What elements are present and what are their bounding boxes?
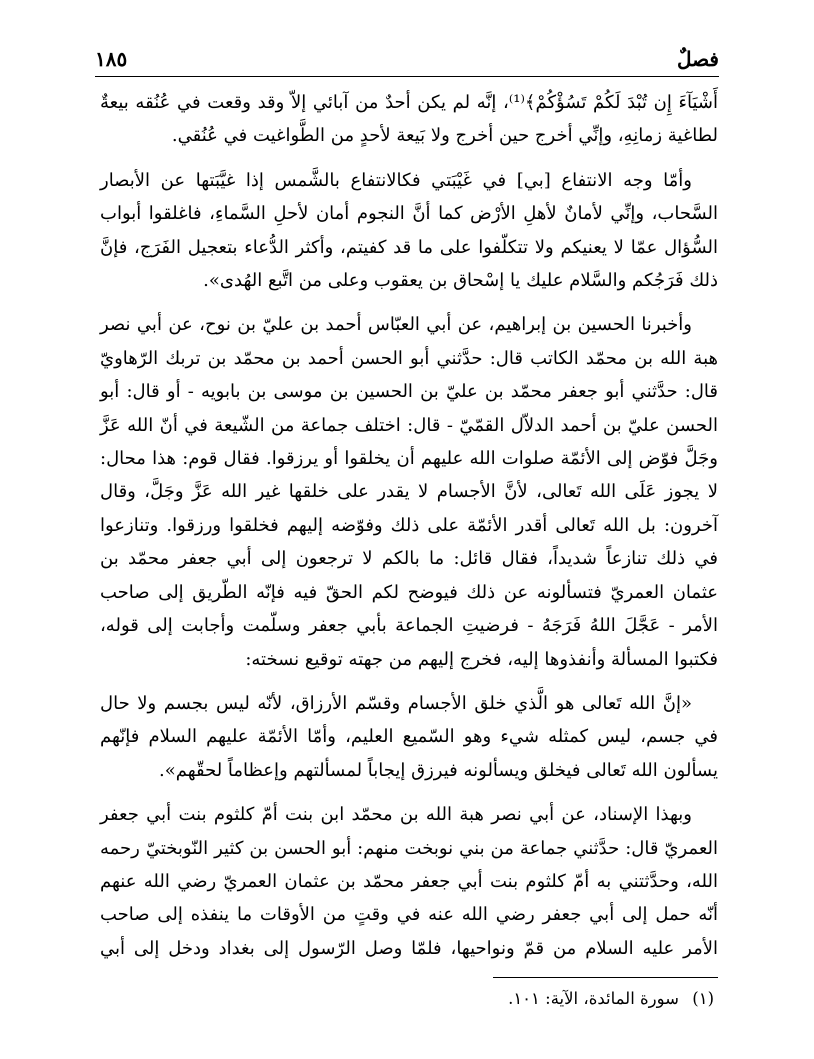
paragraph: وأخبرنا الحسين بن إبراهيم، عن أبي العبّاس أحمد بن عليّ بن نوح، عن أبي نصر هبة الله بن محمّد الكاتب قال: حدَّثني أبو الحسن أحمد بن محمّد بن تربك الرّهاويّ قال: حدَّثني أبو جعفر محمّد بن عليّ بن الحسين بن موسى بن بابويه - أو قال: أبو الحسن عليّ بن أحمد الدلاّل القمّيّ - قال: اختلف جماعة من الشّيعة في أنّ الله عَزَّ وجَلَّ فوّض إلى الأئمّة صلوات الله عليهم أن يخلقوا أو يرزقوا. فقال قوم: هذا محال: لا يجوز عَلَى الله تَعالى، لأنَّ الأجسام لا يقدر على خلقها غير الله عَزَّ وجَلَّ، وقال آخرون: بل الله تَعالى أقدر الأئمّة على ذلك وفوّضه إليهم فخلقوا ورزقوا. وتنازعوا في ذلك تنازعاً شديداً، فقال قائل: ما بالكم لا ترجعون إلى أبي جعفر محمّد بن عثمان العمريّ فتسألونه عن ذلك فيوضح لكم الحقّ فيه فإنّه الطّريق إلى صاحب الأمر - عَجَّلَ اللهُ فَرَجَهُ - فرضيتِ الجماعة بأبي جعفر وسلّمت وأجابت إلى قوله، فكتبوا المسألة وأنفذوها إليه، فخرج إليهم من جهته توقيع نسخته: [100,314,718,670]
page-body [100,86,718,976]
footnote-text: سورة المائدة، الآية: ١٠١. [508,989,679,1008]
paragraph: وبهذا الإسناد، عن أبي نصر هبة الله بن محمّد ابن بنت أمّ كلثوم بنت أبي جعفر العمريّ قال: حدَّثني جماعة من بني نوبخت منهم: أبو الحسن بن كثير النّوبختيّ رحمه الله، وحدَّثتني به أمّ كلثوم بنت أبي جعفر محمّد بن عثمان العمريّ رضي الله عنهم أنّه حمل إلى أبي جعفر رضي الله عنه في وقتٍ من الأوقات ما ينفذه إلى صاحب الأمر عليه السلام من قمّ ونواحيها، فلمّا وصل الرّسول إلى بغداد ودخل إلى أبي [100,804,718,959]
section-title: فصلٌ [676,47,719,71]
paragraph: أَشْيَآءَ إِن تُبْدَ لَكُمْ تَسُؤْكُمْ﴾⁽¹⁾، إنَّه لم يكن أحدٌ من آبائي إلاّ وقد وقعت في عُنُقه بيعةٌ لطاغية زمانِهِ، وإنِّي أخرج حين أخرج ولا بَيعة لأحدٍ من الطَّواغيت في عُنُقي. [100,92,718,147]
page-header [95,44,719,77]
footnote-divider [493,977,718,978]
footnote-marker: (١) [692,989,714,1008]
quoted-paragraph: «إنَّ الله تَعالى هو الَّذي خلق الأجسام وقسّم الأرزاق، لأنّه ليس بجسم ولا حال في جسم، ليس كمثله شيء وهو السّميع العليم، وأمّا الأئمّة عليهم السلام فإنّهم يسألون الله تَعالى فيخلق ويسألونه فيرزق إيجاباً لمسألتهم وإعظاماً لحقّهم». [100,692,718,781]
footnote [100,987,714,1011]
page-number: ١٨٥ [95,47,128,71]
paragraph: وأمّا وجه الانتفاع [بي] في غَيْبَتي فكالانتفاع بالشَّمس إذا غيَّبَتها عن الأبصار السَّحاب، وإنِّي لأمانٌ لأهلِ الأرْض كما أنَّ النجوم أمان لأحلِ السَّماءِ، فاغلقوا أبواب السُّؤال عمّا لا يعنيكم ولا تتكلّفوا على ما قد كفيتم، وأكثر الدُّعاء بتعجيل الفَرَج، فإنَّ ذلك فَرَجُكم والسَّلام عليك يا إسْحاق بن يعقوب وعلى من اتَّبع الهُدى». [100,169,718,292]
